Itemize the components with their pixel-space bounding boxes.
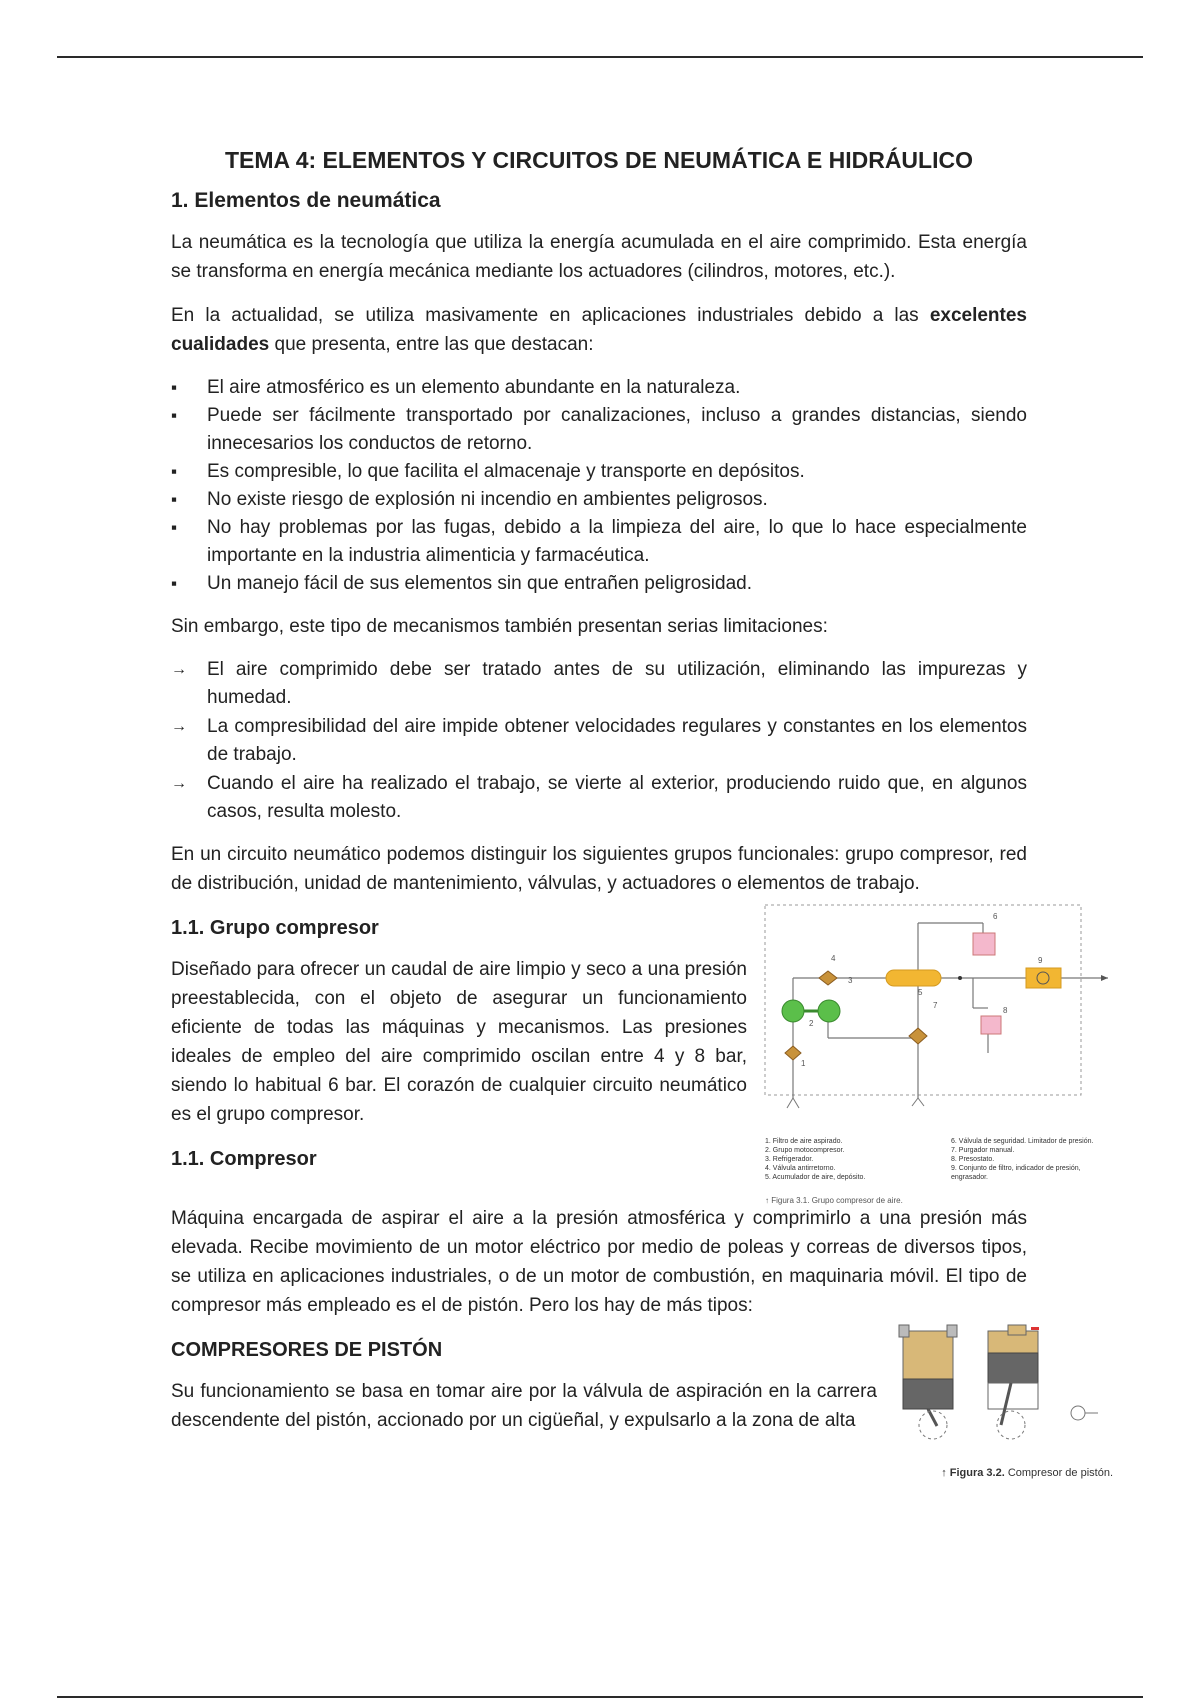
- list-item: → Cuando el aire ha realizado el trabajo, se vierte al exterior, produciendo ruido que, en algunos casos, resulta molesto.: [171, 770, 1027, 826]
- legend-item: 1. Filtro de aire aspirado.: [765, 1138, 843, 1145]
- paragraph: En un circuito neumático podemos distinguir los siguientes grupos funcionales: grupo compresor, red de distribución, unidad de mantenimiento, válvulas, y actuadores o elementos de trabajo.: [171, 844, 1027, 894]
- document-page: [171, 142, 1113, 1479]
- list-item: ▪ No existe riesgo de explosión ni incendio en ambientes peligrosos.: [171, 486, 1027, 514]
- diagram-label: 6: [993, 912, 998, 921]
- intake-filter-icon: [785, 1046, 801, 1060]
- list-item: ▪ Un manejo fácil de sus elementos sin que entrañen peligrosidad.: [171, 570, 1027, 598]
- check-valve-icon: [819, 971, 837, 985]
- diagram-label: 9: [1038, 956, 1043, 965]
- figure-caption: ↑ Figura 3.2. Compresor de pistón.: [941, 1467, 1113, 1479]
- diagram-label: 4: [831, 954, 836, 963]
- piston-compressor-illustration: [893, 1321, 1113, 1446]
- legend-item: 6. Válvula de seguridad. Limitador de presión.: [951, 1138, 1094, 1145]
- paragraph: La neumática es la tecnología que utiliza la energía acumulada en el aire comprimido. Esta energía se transforma en energía mecánica mediante los actuadores (cilindros, motores, etc.).: [171, 232, 1027, 282]
- figure-legend: [763, 1137, 1113, 1182]
- document-title: TEMA 4: ELEMENTOS Y CIRCUITOS DE NEUMÁTICA E HIDRÁULICO: [225, 147, 973, 173]
- compressor-icon: [818, 1000, 840, 1022]
- figure-caption: ↑ Figura 3.1. Grupo compresor de aire.: [765, 1196, 903, 1205]
- list-item: ▪ Es compresible, lo que facilita el almacenaje y transporte en depósitos.: [171, 458, 1027, 486]
- section-heading-compresores-piston: COMPRESORES DE PISTÓN: [171, 1339, 443, 1361]
- paragraph: Sin embargo, este tipo de mecanismos también presentan serias limitaciones:: [171, 616, 828, 637]
- paragraph: En la actualidad, se utiliza masivamente en aplicaciones industriales debido a las excelentes cualidades que presenta, entre las que destacan:: [171, 305, 1027, 355]
- paragraph: Máquina encargada de aspirar el aire a la presión atmosférica y comprimirlo a una presión más elevada. Recibe movimiento de un motor eléctrico por medio de poleas y correas de diversos tipos, se utiliza en aplicaciones industriales, o de un motor de combustión, en maquinaria móvil. El tipo de compresor más empleado es el de pistón. Pero los hay de más tipos:: [171, 1208, 1027, 1316]
- diagram-label: 3: [848, 976, 853, 985]
- paragraph: Diseñado para ofrecer un caudal de aire limpio y seco a una presión preestablecida, con el objeto de asegurar un funcionamiento eficiente de todas las máquinas y mecanismos. Las presiones ideales de empleo del aire comprimido oscilan entre 4 y 8 bar, siendo lo habitual 6 bar. El corazón de cualquier circuito neumático es el grupo compresor.: [171, 959, 747, 1125]
- legend-item: 8. Presostato.: [951, 1156, 995, 1163]
- section-heading-compresor: 1.1. Compresor: [171, 1148, 317, 1170]
- legend-item: 7. Purgador manual.: [951, 1147, 1015, 1154]
- safety-valve-icon: [973, 933, 995, 955]
- diagram-label: 2: [809, 1019, 814, 1028]
- limitations-list: [171, 656, 1027, 826]
- diagram-label: 5: [918, 988, 923, 997]
- list-item: ▪ El aire atmosférico es un elemento abundante en la naturaleza.: [171, 374, 1027, 402]
- section-heading-grupo-compresor: 1.1. Grupo compresor: [171, 917, 379, 939]
- diagram-label: 7: [933, 1001, 938, 1010]
- legend-item: 3. Refrigerador.: [765, 1156, 814, 1163]
- filter-regulator-icon: [1026, 968, 1061, 988]
- legend-item: 9. Conjunto de filtro, indicador de presión, engrasador.: [951, 1165, 1081, 1181]
- drain-valve-icon: [909, 1028, 927, 1044]
- list-item: → El aire comprimido debe ser tratado antes de su utilización, eliminando las impurezas y humedad.: [171, 656, 1027, 712]
- legend-item: 5. Acumulador de aire, depósito.: [765, 1174, 866, 1181]
- figure-piston-compressor: [893, 1321, 1113, 1479]
- list-item: ▪ No hay problemas por las fugas, debido a la limpieza del aire, lo que lo hace especialmente importante en la industria alimenticia y farmacéutica.: [171, 514, 1027, 570]
- air-tank-icon: [886, 970, 941, 986]
- header-rule: [57, 56, 1143, 58]
- advantages-list: [171, 374, 1027, 598]
- diagram-label: 8: [1003, 1006, 1008, 1015]
- legend-item: 4. Válvula antirretorno.: [765, 1165, 836, 1172]
- motor-icon: [782, 1000, 804, 1022]
- section-heading-elementos: 1. Elementos de neumática: [171, 189, 441, 212]
- pressure-switch-icon: [981, 1016, 1001, 1034]
- paragraph: Su funcionamiento se basa en tomar aire por la válvula de aspiración en la carrera descendente del pistón, accionado por un cigüeñal, y expulsarlo a la zona de alta: [171, 1381, 877, 1431]
- compressor-circuit-diagram: [763, 903, 1113, 1128]
- diagram-label: 1: [801, 1059, 806, 1068]
- footer-rule: [57, 1696, 1143, 1698]
- figure-compressor-group: [763, 903, 1113, 1205]
- legend-item: 2. Grupo motocompresor.: [765, 1147, 845, 1154]
- list-item: ▪ Puede ser fácilmente transportado por canalizaciones, incluso a grandes distancias, siendo innecesarios los conductos de retorno.: [171, 402, 1027, 458]
- list-item: → La compresibilidad del aire impide obtener velocidades regulares y constantes en los elementos de trabajo.: [171, 713, 1027, 769]
